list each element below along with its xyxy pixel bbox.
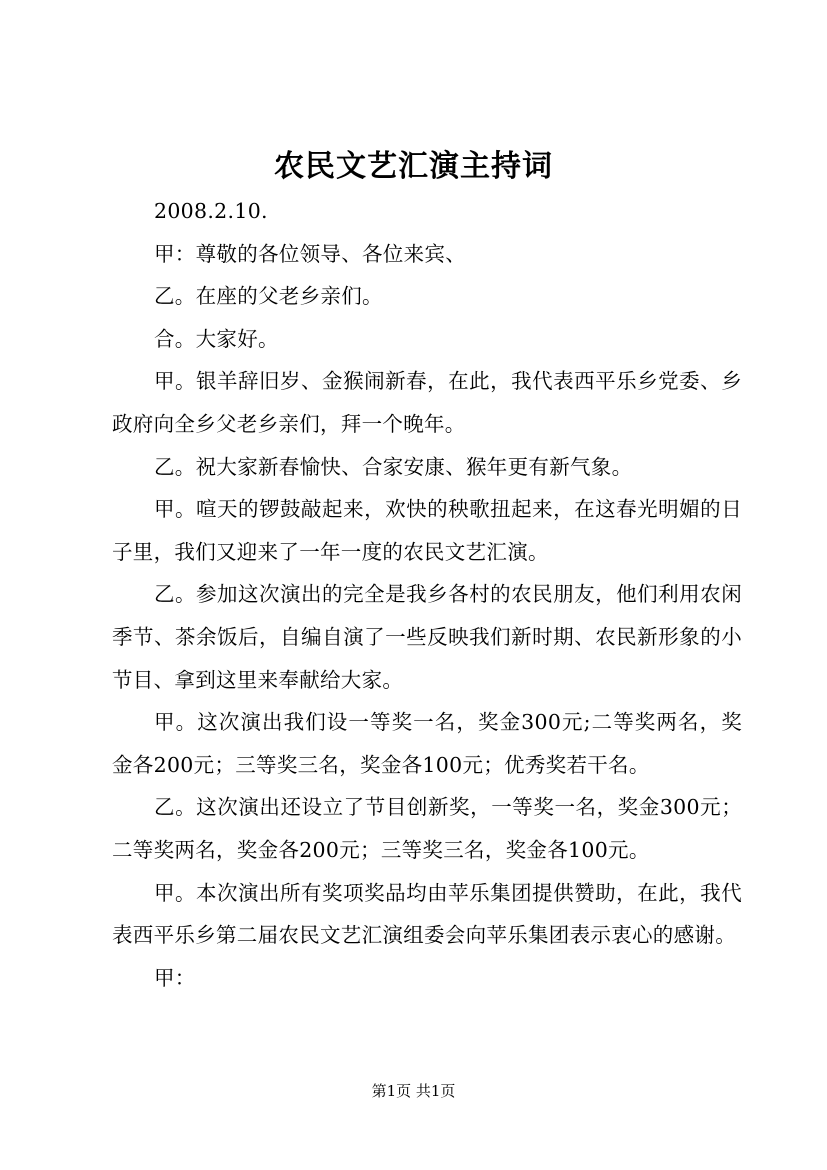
paragraph: 甲：尊敬的各位领导、各位来宾、 [154, 241, 466, 266]
paragraph: 乙。参加这次演出的完全是我乡各村的农民朋友，他们利用农闲季节、茶余饭后，自编自演了一些反映我们新时期、农民新形象的小节目、拿到这里来奉献给大家。 [112, 582, 742, 692]
date-line: 2008.2.10. [154, 199, 268, 223]
document-title: 农民文艺汇演主持词 [274, 149, 553, 184]
paragraph: 甲。银羊辞旧岁、金猴闹新春，在此，我代表西平乐乡党委、乡政府向全乡父老乡亲们，拜一个晚年。 [112, 369, 742, 436]
paragraph: 甲。喧天的锣鼓敲起来，欢快的秧歌扭起来，在这春光明媚的日子里，我们又迎来了一年一度的农民文艺汇演。 [112, 497, 742, 564]
paragraph: 甲。本次演出所有奖项奖品均由苹乐集团提供赞助，在此，我代表西平乐乡第二届农民文艺汇演组委会向苹乐集团表示衷心的感谢。 [112, 880, 742, 948]
page-footer: 第1页 共1页 [371, 1082, 456, 1100]
paragraph: 乙。这次演出还设立了节目创新奖，一等奖一名，奖金300元；二等奖两名，奖金各200元；三等奖三名，奖金各100元。 [112, 795, 742, 862]
paragraph: 乙。在座的父老乡亲们。 [154, 284, 383, 309]
paragraph: 甲： [154, 965, 196, 990]
document-body [112, 190, 742, 999]
paragraph: 乙。祝大家新春愉快、合家安康、猴年更有新气象。 [154, 454, 633, 479]
paragraph: 甲。这次演出我们设一等奖一名，奖金300元;二等奖两名，奖金各200元；三等奖三名，奖金各100元；优秀奖若干名。 [112, 710, 742, 777]
paragraph: 合。大家好。 [154, 326, 279, 351]
